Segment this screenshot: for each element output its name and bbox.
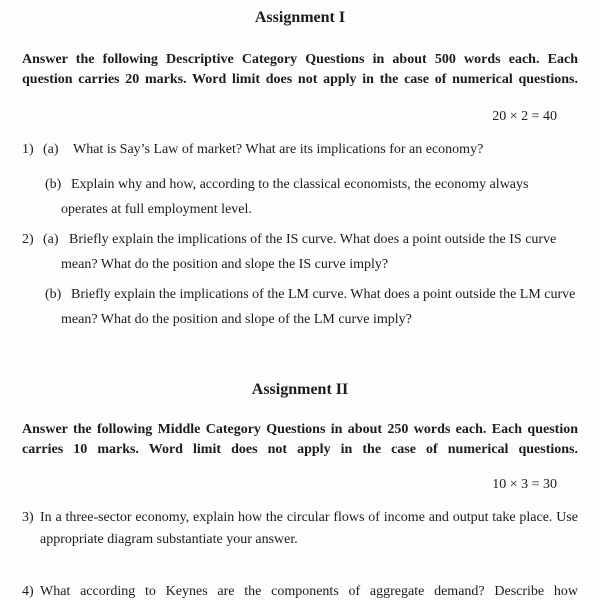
- question-1b-label: (b): [45, 177, 62, 192]
- question-2a-number: 2): [22, 232, 34, 247]
- assignment-1-marks-formula: 20 × 2 = 40: [492, 109, 557, 124]
- question-2a: [22, 227, 578, 277]
- question-3-number: 3): [22, 510, 34, 525]
- question-2b-text: Briefly explain the implications of the LM curve. What does a point outside the LM curve mean? What do the position and slope of the LM curve imply?: [61, 287, 576, 327]
- question-1a-number: 1): [22, 142, 34, 157]
- question-2a-text: Briefly explain the implications of the IS curve. What does a point outside the IS curve mean? What do the position and slope the IS curve imply?: [61, 232, 557, 272]
- assignment-1-section: [22, 10, 578, 332]
- assignment-2-marks-formula: 10 × 3 = 30: [492, 477, 557, 492]
- question-4-text: What according to Keynes are the components of aggregate demand? Describe how: [40, 584, 578, 599]
- question-1a-label: (a): [43, 142, 59, 157]
- question-3: [22, 507, 578, 551]
- assignment-2-title: Assignment II: [251, 381, 349, 398]
- assignment-1-title: Assignment I: [254, 9, 346, 26]
- question-3-text: In a three-sector economy, explain how the circular flows of income and output take place. Use appropriate diagram substantiate your answer.: [40, 510, 578, 547]
- question-1b: [22, 172, 578, 222]
- question-1b-text: Explain why and how, according to the classical economists, the economy always operates at full employment level.: [61, 177, 529, 217]
- question-1a: [22, 137, 578, 162]
- question-2b-label: (b): [45, 287, 62, 302]
- question-4: [22, 581, 578, 600]
- assignment-2-instructions: Answer the following Middle Category Questions in about 250 words each. Each question carries 10 marks. Word limit does not apply in the case of numerical questions.: [22, 422, 578, 457]
- assignment-1-instructions: Answer the following Descriptive Category Questions in about 500 words each. Each question carries 20 marks. Word limit does not apply in the case of numerical questions.: [22, 52, 578, 87]
- question-2b: [22, 282, 578, 332]
- question-4-number: 4): [22, 584, 34, 599]
- assignment-2-section: [22, 382, 578, 600]
- question-2a-label: (a): [43, 232, 59, 247]
- question-1a-text: What is Say’s Law of market? What are its implications for an economy?: [73, 142, 484, 157]
